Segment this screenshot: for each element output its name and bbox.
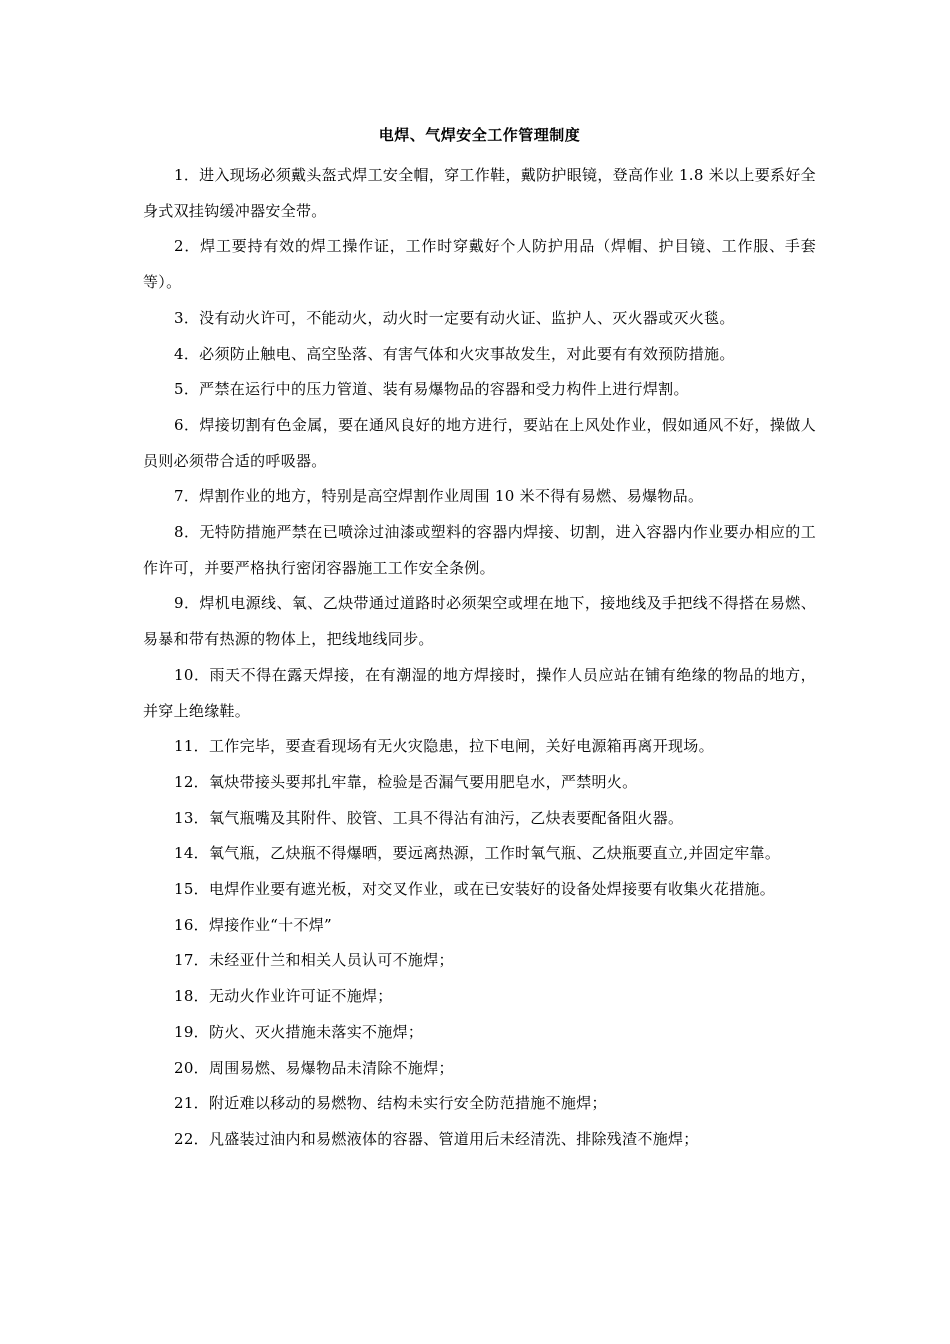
paragraph-17: 17．未经亚什兰和相关人员认可不施焊； <box>174 951 454 970</box>
paragraph-9: 9．焊机电源线、氧、乙炔带通过道路时必须架空或埋在地下，接地线及手把线不得搭在易燃、易暴和带有热源的物体上，把线地线同步。 <box>143 594 816 649</box>
paragraph-21: 21．附近难以移动的易燃物、结构未实行安全防范措施不施焊； <box>174 1094 607 1113</box>
document-title: 电焊、气焊安全工作管理制度 <box>378 126 581 144</box>
paragraph-11: 11．工作完毕，要查看现场有无火灾隐患，拉下电闸，关好电源箱再离开现场。 <box>174 737 714 756</box>
paragraph-5: 5．严禁在运行中的压力管道、装有易爆物品的容器和受力构件上进行焊割。 <box>174 380 689 399</box>
paragraph-13: 13．氧气瓶嘴及其附件、胶管、工具不得沾有油污，乙炔表要配备阻火器。 <box>174 808 684 827</box>
paragraph-14: 14．氧气瓶，乙炔瓶不得爆晒，要远离热源，工作时氧气瓶、乙炔瓶要直立,并固定牢靠。 <box>174 844 781 863</box>
paragraph-15: 15．电焊作业要有遮光板，对交叉作业，或在已安装好的设备处焊接要有收集火花措施。 <box>174 880 776 899</box>
paragraph-19: 19．防火、灭火措施未落实不施焊； <box>174 1022 424 1041</box>
paragraph-4: 4．必须防止触电、高空坠落、有害气体和火灾事故发生，对此要有有效预防措施。 <box>174 344 735 363</box>
paragraph-10: 10．雨天不得在露天焊接，在有潮湿的地方焊接时，操作人员应站在铺有绝缘的物品的地方，并穿上绝缘鞋。 <box>143 665 816 720</box>
paragraph-18: 18．无动火作业许可证不施焊； <box>174 987 393 1006</box>
paragraph-8: 8．无特防措施严禁在已喷涂过油漆或塑料的容器内焊接、切割，进入容器内作业要办相应的工作许可，并要严格执行密闭容器施工工作安全条例。 <box>143 523 816 577</box>
paragraph-2: 2．焊工要持有效的焊工操作证，工作时穿戴好个人防护用品（焊帽、护目镜、工作服、手套等）。 <box>143 237 816 292</box>
paragraph-1: 1．进入现场必须戴头盔式焊工安全帽，穿工作鞋，戴防护眼镜，登高作业 1.8 米以上要系好全身式双挂钩缓冲器安全带。 <box>143 166 816 220</box>
paragraph-6: 6．焊接切割有色金属，要在通风良好的地方进行，要站在上风处作业，假如通风不好，操做人员则必须带合适的呼吸器。 <box>143 415 816 470</box>
paragraph-16: 16．焊接作业“十不焊” <box>174 915 333 934</box>
paragraph-7: 7．焊割作业的地方，特别是高空焊割作业周围 10 米不得有易燃、易爆物品。 <box>174 487 704 506</box>
paragraph-12: 12．氧炔带接头要邦扎牢靠，检验是否漏气要用肥皂水，严禁明火。 <box>174 772 638 791</box>
paragraph-20: 20．周围易燃、易爆物品未清除不施焊； <box>174 1058 454 1077</box>
document-body <box>143 158 816 1158</box>
paragraph-22: 22．凡盛装过油内和易燃液体的容器、管道用后未经清洗、排除残渣不施焊； <box>174 1129 699 1148</box>
paragraph-3: 3．没有动火许可，不能动火，动火时一定要有动火证、监护人、灭火器或灭火毯。 <box>174 308 735 327</box>
